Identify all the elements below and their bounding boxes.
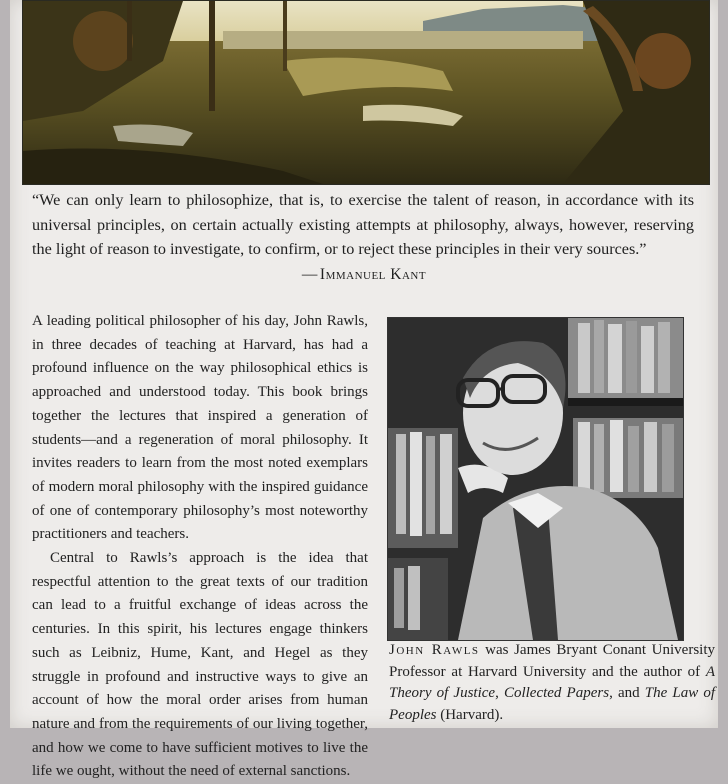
attribution-dash: — <box>301 266 318 283</box>
author-name: John Rawls <box>389 642 480 658</box>
caption-text-2: (Harvard). <box>436 706 504 723</box>
description-paragraph-1: A leading political philosopher of his day, John Rawls, in three decades of teaching at Harvard, has had a profound influence on the way philosophical ethics is approached and understood today. This book brings together the lectures that inspired a generation of students—and a regeneration of moral philosophy. It invites readers to learn from the most noted exemplars of modern moral philosophy with the inspired guidance of one of contemporary philosophy’s most noteworthy practitioners and teachers. <box>32 313 368 543</box>
book-title-theory-of-justice: A Theory of Justice <box>389 663 715 701</box>
quote-attribution <box>10 266 718 284</box>
caption-separator-2: , and <box>609 685 645 701</box>
caption-text-1: was James Bryant Conant University Professor at Harvard University and the author of <box>389 642 715 680</box>
caption-separator-1: , <box>495 685 504 701</box>
landscape-painting <box>22 0 710 185</box>
book-back-cover <box>10 0 718 780</box>
book-description <box>32 310 368 784</box>
book-title-collected-papers: Collected Papers <box>503 685 610 701</box>
quote-author: Immanuel Kant <box>319 266 427 283</box>
description-paragraph-2: Central to Rawls’s approach is the idea that respectful attention to the great texts of our tradition can lead to a fruitful exchange of ideas across the centuries. In this spirit, his lectures engage thinkers such as Leibniz, Hume, Kant, and Hegel as they struggle in profound and instructive ways to give an account of how the moral order arises from human nature and from the requirements of our living together, and how we come to have sufficient motives to live the life we ought, without the need of external sanctions. <box>32 550 368 780</box>
book-title-law-of-peoples: The Law of Peoples <box>389 685 716 723</box>
author-photo <box>387 317 684 641</box>
author-photo-art <box>388 318 683 640</box>
kant-quote: “We can only learn to philosophize, that is, to exercise the talent of reason, in accordance with its universal principles, on certain actually existing attempts at philosophy, always, however, reserving the light of reason to investigate, to confirm, or to reject these principles in their very sources.” <box>32 191 694 258</box>
landscape-painting-art <box>23 1 709 184</box>
author-caption <box>389 640 715 726</box>
